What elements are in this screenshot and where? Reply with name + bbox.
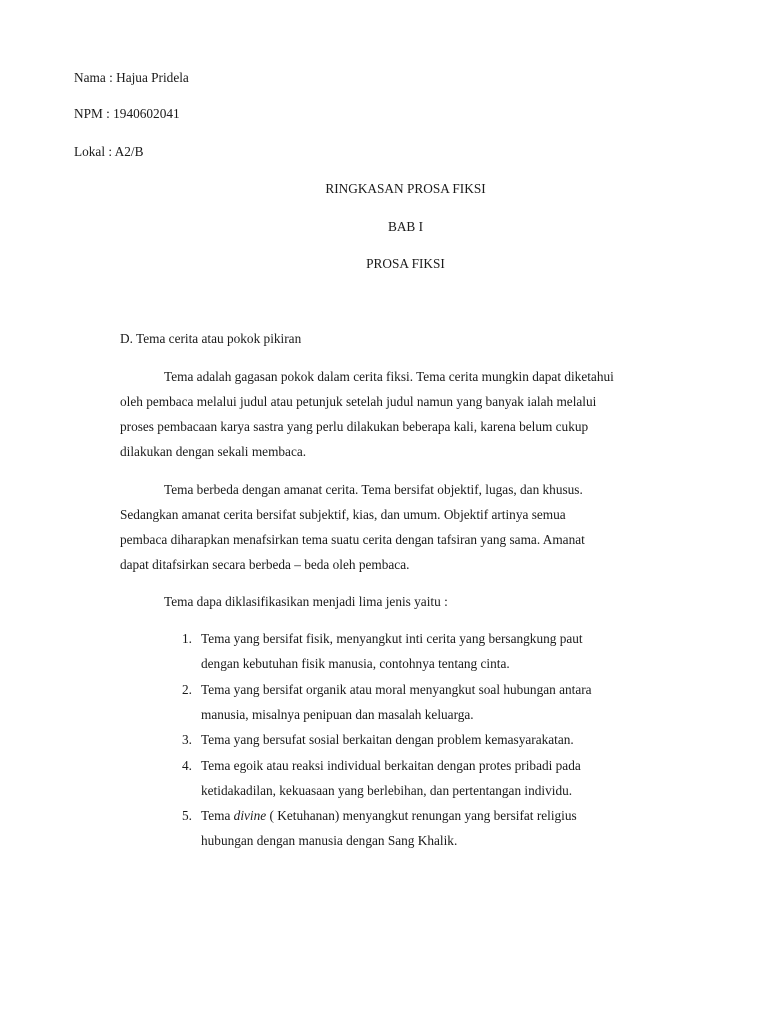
list-number: 5. <box>182 808 192 823</box>
student-lokal: Lokal : A2/B <box>74 144 144 159</box>
student-npm: NPM : 1940602041 <box>74 106 180 121</box>
paragraph-line: oleh pembaca melalui judul atau petunjuk setelah judul namun yang banyak ialah melalui <box>120 394 597 409</box>
paragraph-line: Sedangkan amanat cerita bersifat subjektif, kias, dan umum. Objektif artinya semua <box>120 507 566 522</box>
paragraph-line: Tema berbeda dengan amanat cerita. Tema bersifat objektif, lugas, dan khusus. <box>164 482 583 497</box>
list-item-text-part: ( Ketuhanan) menyangkut renungan yang bersifat religius <box>266 808 577 823</box>
paragraph-line: Tema adalah gagasan pokok dalam cerita fiksi. Tema cerita mungkin dapat diketahui <box>164 369 614 384</box>
list-item-text: Tema yang bersufat sosial berkaitan dengan problem kemasyarakatan. <box>201 732 574 747</box>
document-title: RINGKASAN PROSA FIKSI <box>325 181 486 196</box>
italic-term: divine <box>233 808 267 823</box>
list-item-text: hubungan dengan manusia dengan Sang Khalik. <box>201 833 458 848</box>
list-number: 3. <box>182 732 192 747</box>
list-item-text: Tema yang bersifat fisik, menyangkut inti cerita yang bersangkung paut <box>201 631 583 646</box>
list-item-text: manusia, misalnya penipuan dan masalah keluarga. <box>201 707 474 722</box>
list-intro: Tema dapa diklasifikasikan menjadi lima jenis yaitu : <box>164 594 448 609</box>
list-item-text: Tema yang bersifat organik atau moral menyangkut soal hubungan antara <box>201 682 592 697</box>
list-item-text: Tema egoik atau reaksi individual berkaitan dengan protes pribadi pada <box>201 758 581 773</box>
list-item-text: ketidakadilan, kekuasaan yang berlebihan, dan pertentangan individu. <box>201 783 573 798</box>
paragraph-line: dapat ditafsirkan secara berbeda – beda oleh pembaca. <box>120 557 410 572</box>
list-item-text <box>201 808 577 824</box>
list-number: 1. <box>182 631 192 646</box>
paragraph-line: proses pembacaan karya sastra yang perlu dilakukan beberapa kali, karena belum cukup <box>120 419 589 434</box>
paragraph-line: dilakukan dengan sekali membaca. <box>120 444 307 459</box>
paragraph-line: pembaca diharapkan menafsirkan tema suatu cerita dengan tafsiran yang sama. Amanat <box>120 532 585 547</box>
chapter-title: BAB I <box>387 219 424 234</box>
section-heading: D. Tema cerita atau pokok pikiran <box>120 331 302 346</box>
list-item-text: dengan kebutuhan fisik manusia, contohnya tentang cinta. <box>201 656 510 671</box>
chapter-subtitle: PROSA FIKSI <box>366 256 445 271</box>
list-item-text-part: Tema <box>201 808 234 823</box>
list-number: 2. <box>182 682 192 697</box>
student-name: Nama : Hajua Pridela <box>74 70 189 85</box>
list-number: 4. <box>182 758 192 773</box>
